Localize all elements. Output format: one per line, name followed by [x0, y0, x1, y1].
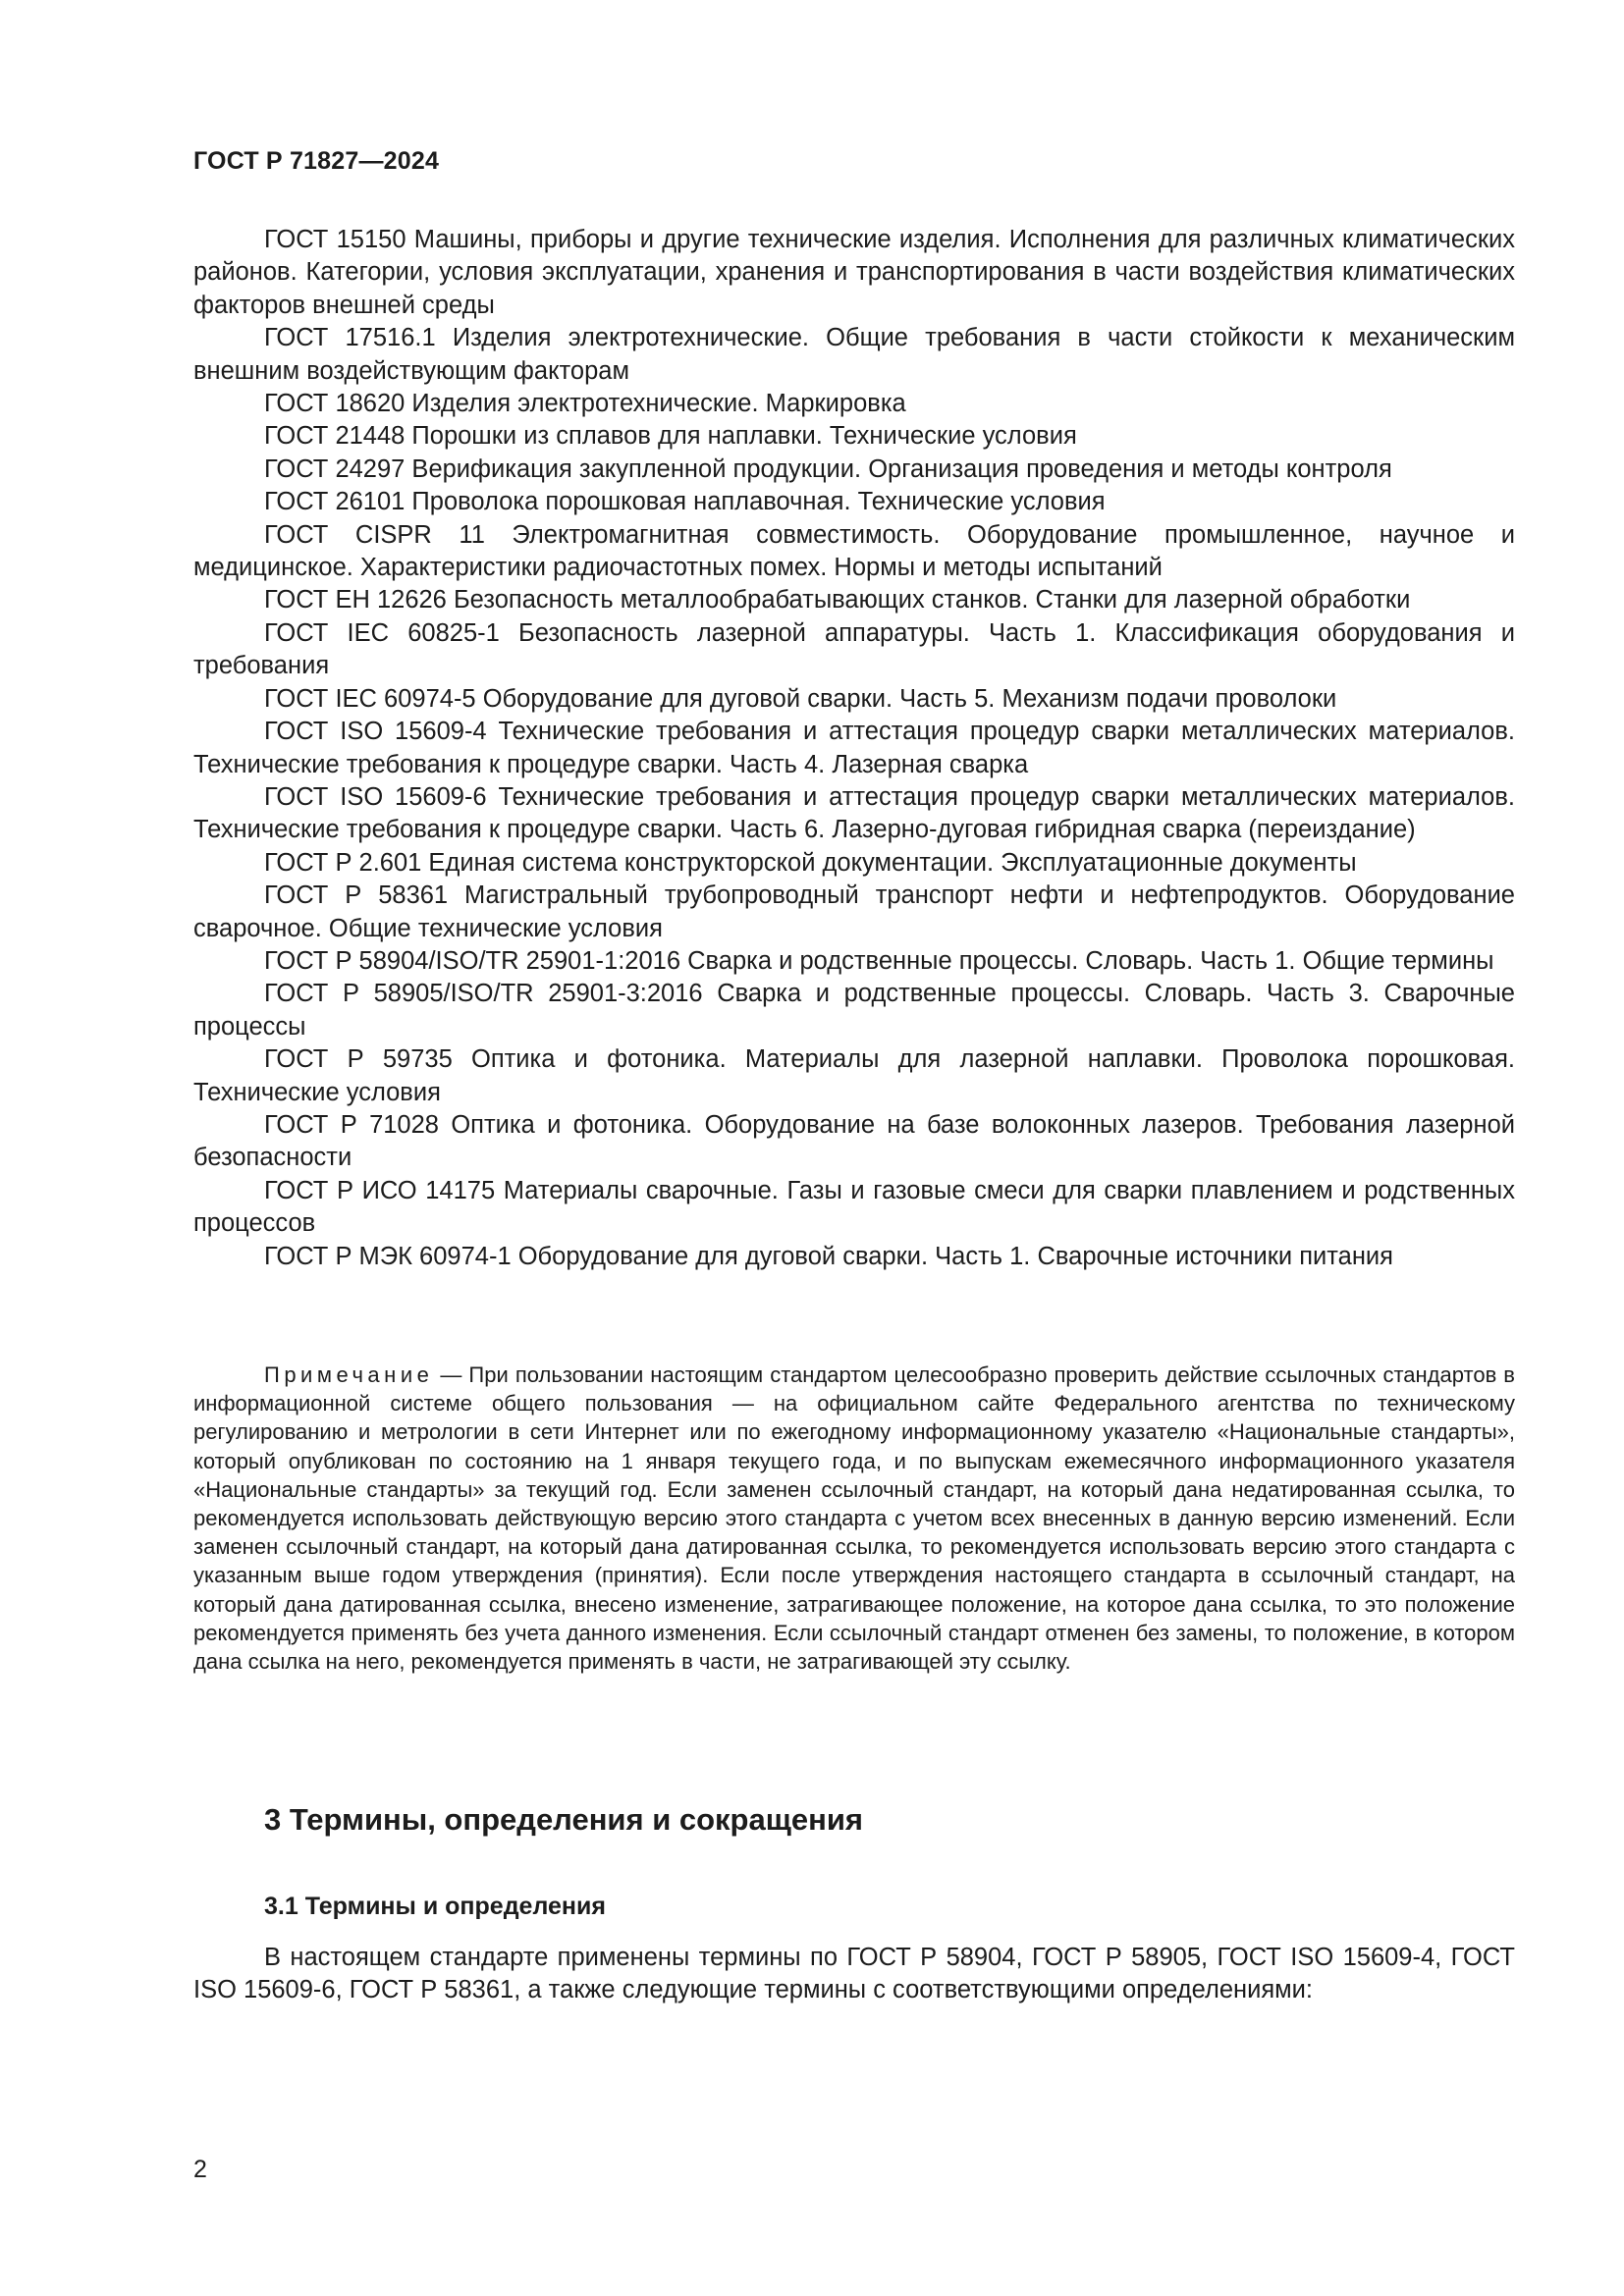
reference-item: ГОСТ Р 58361 Магистральный трубопроводный транспорт нефти и нефтепродуктов. Оборудование сварочное. Общие технические условия: [193, 881, 1515, 942]
reference-item: ГОСТ 21448 Порошки из сплавов для наплавки. Технические условия: [264, 422, 1077, 451]
reference-item: ГОСТ ISO 15609-4 Технические требования и аттестация процедур сварки металлических материалов. Технические требования к процедуре сварки. Часть 4. Лазерная сварка: [193, 718, 1515, 778]
reference-item: ГОСТ 18620 Изделия электротехнические. Маркировка: [264, 390, 906, 418]
reference-item: ГОСТ 17516.1 Изделия электротехнические. Общие требования в части стойкости к механическим внешним воздействующим факторам: [193, 324, 1515, 385]
note-text: — При пользовании настоящим стандартом целесообразно проверить действие ссылочных стандартов в информационной системе общего пользования — на официальном сайте Федерального агентства по техническому регулированию и метрологии в сети Интернет или по ежегодному информационному указателю «Национальные стандарты», который опубликован по состоянию на 1 января текущего года, и по выпускам ежемесячного информационного указателя «Национальные стандарты» за текущий год. Если заменен ссылочный стандарт, на который дана недатированная ссылка, то рекомендуется использовать действующую версию этого стандарта с учетом всех внесенных в данную версию изменений. Если заменен ссылочный стандарт, на который дана датированная ссылка, то рекомендуется использовать версию этого стандарта с указанным выше годом утверждения (принятия). Если после утверждения настоящего стандарта в ссылочный стандарт, на который дана датированная ссылка, внесено изменение, затрагивающее положение, на которое дана ссылка, то это положение рекомендуется применять без учета данного изменения. Если ссылочный стандарт отменен без замены, то положение, в котором дана ссылка на него, рекомендуется применять в части, не затрагивающей эту ссылку.: [193, 1362, 1515, 1675]
reference-item: ГОСТ Р МЭК 60974-1 Оборудование для дуговой сварки. Часть 1. Сварочные источники питания: [264, 1242, 1393, 1270]
reference-item: ГОСТ Р ИСО 14175 Материалы сварочные. Газы и газовые смеси для сварки плавлением и родственных процессов: [193, 1176, 1515, 1238]
terms-intro-paragraph: В настоящем стандарте применены термины по ГОСТ Р 58904, ГОСТ Р 58905, ГОСТ ISO 15609-4, ГОСТ ISO 15609-6, ГОСТ Р 58361, а также следующие термины с соответствующими определениями:: [193, 1944, 1515, 2004]
page-header-doc-code: ГОСТ Р 71827—2024: [193, 147, 440, 175]
reference-item: ГОСТ IEC 60825-1 Безопасность лазерной аппаратуры. Часть 1. Классификация оборудования и требования: [193, 618, 1515, 680]
reference-item: ГОСТ Р 2.601 Единая система конструкторской документации. Эксплуатационные документы: [264, 848, 1357, 877]
reference-item: ГОСТ IEC 60974-5 Оборудование для дуговой сварки. Часть 5. Механизм подачи проволоки: [264, 684, 1337, 713]
reference-item: ГОСТ 15150 Машины, приборы и другие технические изделия. Исполнения для различных климатических районов. Категории, условия эксплуатации, хранения и транспортирования в части воздействия климатических факторов внешней среды: [193, 226, 1515, 319]
note-paragraph: [193, 1361, 1515, 1676]
subsection-title: 3.1 Термины и определения: [264, 1893, 606, 1920]
reference-item: ГОСТ 24297 Верификация закупленной продукции. Организация проведения и методы контроля: [264, 454, 1392, 483]
page-number: 2: [193, 2156, 207, 2183]
reference-item: ГОСТ ISO 15609-6 Технические требования и аттестация процедур сварки металлических материалов. Технические требования к процедуре сварки. Часть 6. Лазерно-дуговая гибридная сварка (переиздание): [193, 782, 1515, 844]
reference-item: ГОСТ Р 58905/ISO/TR 25901-3:2016 Сварка и родственные процессы. Словарь. Часть 3. Сварочные процессы: [193, 980, 1515, 1041]
reference-item: ГОСТ Р 59735 Оптика и фотоника. Материалы для лазерной наплавки. Проволока порошковая. Технические условия: [193, 1045, 1515, 1106]
section-title: 3 Термины, определения и сокращения: [264, 1802, 863, 1837]
reference-item: ГОСТ CISPR 11 Электромагнитная совместимость. Оборудование промышленное, научное и медицинское. Характеристики радиочастотных помех. Нормы и методы испытаний: [193, 520, 1515, 582]
normative-references-list: [193, 224, 1515, 1273]
note-label: Примечание: [264, 1362, 434, 1387]
reference-item: ГОСТ Р 58904/ISO/TR 25901-1:2016 Сварка и родственные процессы. Словарь. Часть 1. Общие термины: [264, 946, 1494, 975]
reference-item: ГОСТ ЕН 12626 Безопасность металлообрабатывающих станков. Станки для лазерной обработки: [264, 586, 1411, 614]
reference-item: ГОСТ 26101 Проволока порошковая наплавочная. Технические условия: [264, 488, 1106, 516]
reference-item: ГОСТ Р 71028 Оптика и фотоника. Оборудование на базе волоконных лазеров. Требования лазерной безопасности: [193, 1110, 1515, 1172]
